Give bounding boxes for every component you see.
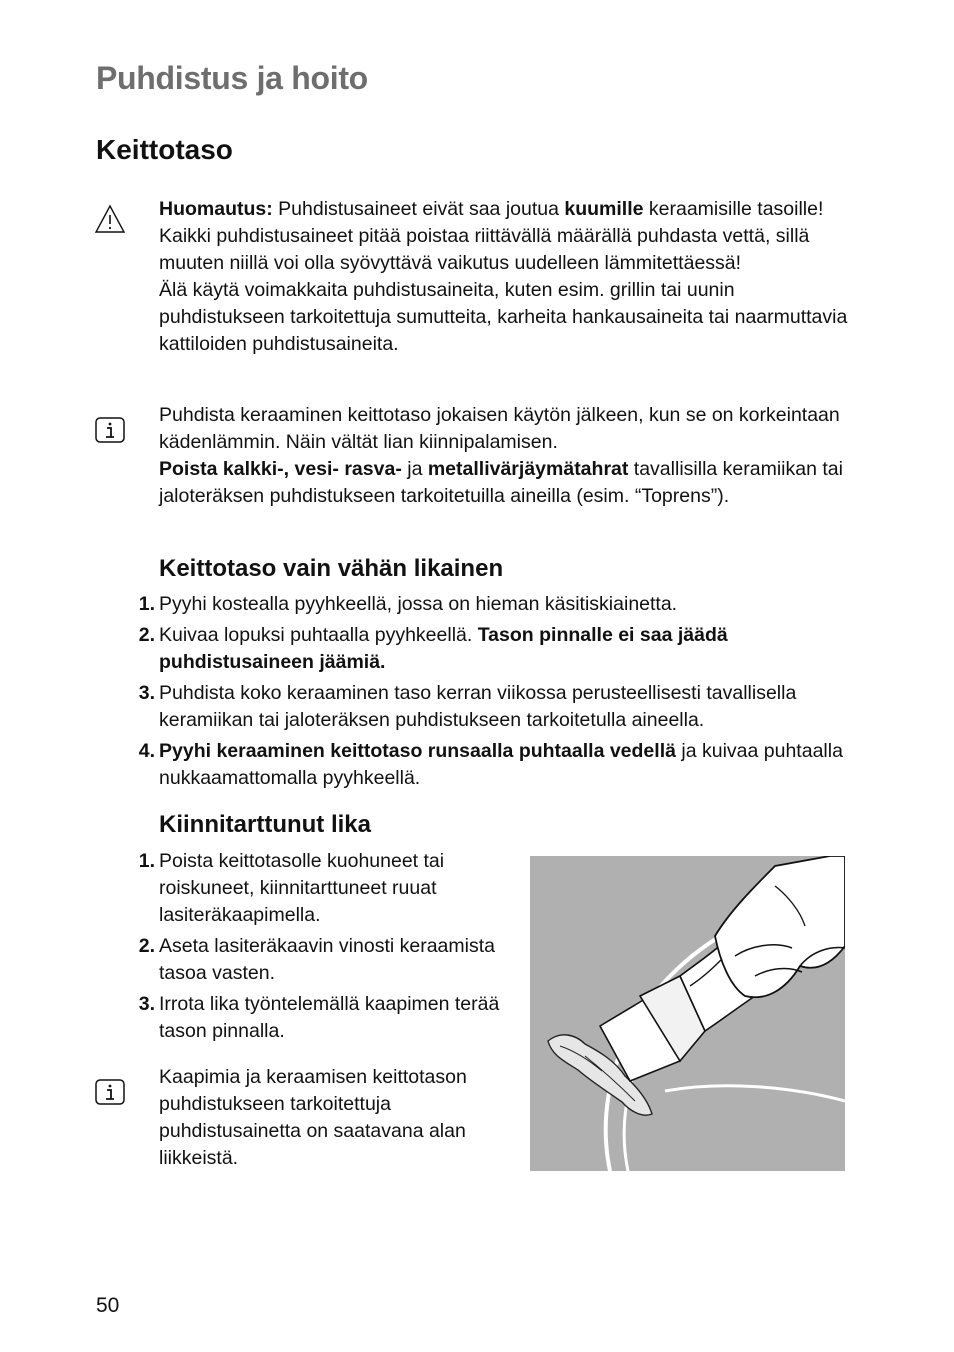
page-number: 50 — [96, 1294, 120, 1317]
list-item: 3. Irrota lika työntelemällä kaapimen terää tason pinnalla. — [138, 993, 500, 1042]
section-title: Keittotaso — [96, 134, 233, 165]
scraper-cleaning-illustration — [530, 856, 845, 1171]
steps-light-dirt — [138, 591, 859, 796]
warning-text: Huomautus: Puhdistusaineet eivät saa joutua kuumille keraamisille tasoille! Kaikki puhdistusaineet pitää poistaa riittävällä määrällä puhdasta vettä, sillä muuten niillä voi olla syövyttävä vaikutus uudelleen lämmitettäessä! Älä käytä voimakkaita puhdistusaineita, kuten esim. grillin tai uunin puhdistukseen tarkoitettuja sumutteita, karheita hankausaineita tai naarmuttavia kattiloiden puhdistusaineita. — [159, 198, 848, 355]
steps-stuck-dirt — [138, 848, 519, 1049]
list-item: 1. Poista keittotasolle kuohuneet tai roiskuneet, kiinnitarttuneet ruuat lasiteräkaapimella. — [138, 850, 445, 926]
info-icon — [94, 414, 126, 446]
warning-triangle-icon — [94, 203, 126, 235]
list-item: 1. Pyyhi kostealla pyyhkeellä, jossa on hieman käsitiskiainetta. — [138, 593, 678, 615]
list-item: 2. Kuivaa lopuksi puhtaalla pyyhkeellä. Tason pinnalle ei saa jäädä puhdistusaineen jäämiä. — [138, 624, 728, 673]
warning-label: Huomautus: — [159, 198, 273, 220]
list-item: 4. Pyyhi keraaminen keittotaso runsaalla puhtaalla vedellä ja kuivaa puhtaalla nukkaamattomalla pyyhkeellä. — [138, 740, 843, 789]
page-title: Puhdistus ja hoito — [96, 60, 368, 96]
list-item: 3. Puhdista koko keraaminen taso kerran viikossa perusteellisesti tavallisella keramiikan tai jaloteräksen puhdistukseen tarkoitetulla aineella. — [138, 682, 797, 731]
subsection-title-stuck: Kiinnitarttunut lika — [159, 811, 371, 838]
info-icon — [94, 1076, 126, 1108]
info-text-2: Kaapimia ja keraamisen keittotason puhdistukseen tarkoitettuja puhdistusainetta on saatavana alan liikkeistä. — [159, 1066, 467, 1169]
info-text-1: Puhdista keraaminen keittotaso jokaisen käytön jälkeen, kun se on korkeintaan kädenlämmin. Näin vältät lian kiinnipalamisen. Poista kalkki-, vesi- rasva- ja metallivärjäymätahrat tavallisilla keramiikan tai jaloteräksen puhdistukseen tarkoitetuilla aineilla (esim. “Toprens”). — [159, 404, 843, 507]
list-item: 2. Aseta lasiteräkaavin vinosti keraamista tasoa vasten. — [138, 935, 495, 984]
subsection-title-light: Keittotaso vain vähän likainen — [159, 555, 504, 582]
